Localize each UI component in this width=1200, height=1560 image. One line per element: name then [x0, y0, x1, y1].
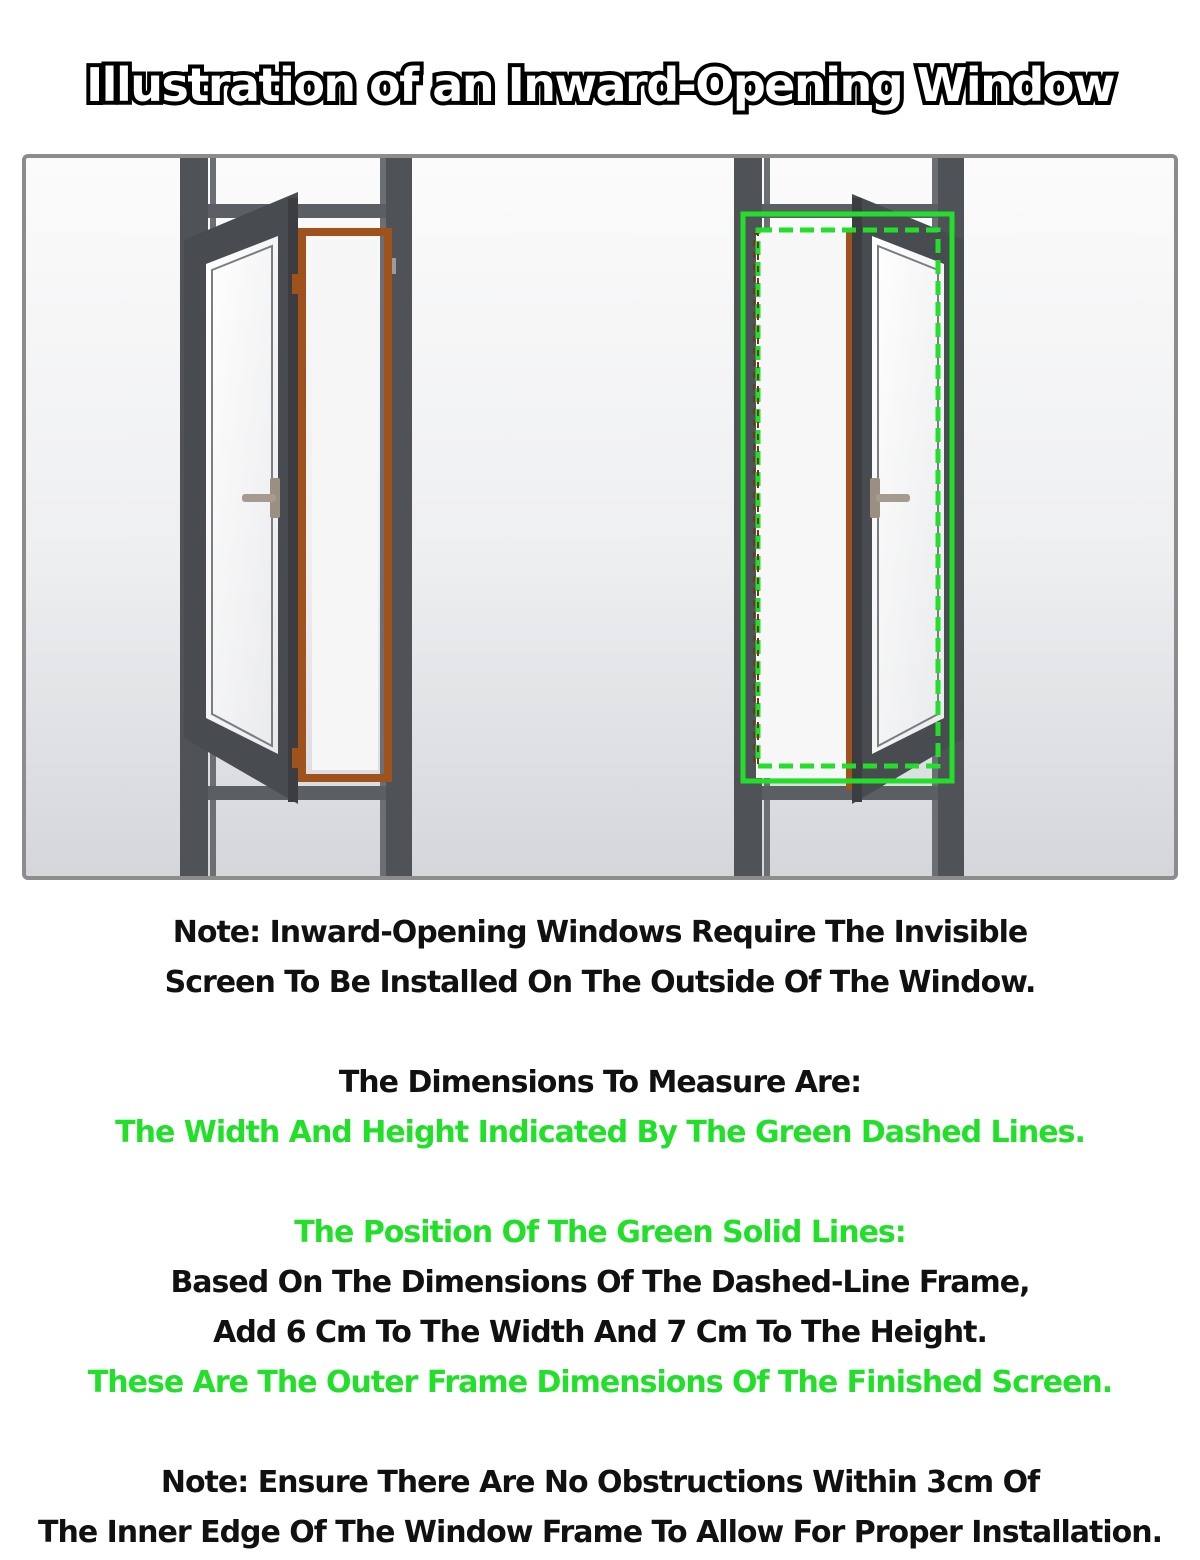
left-window: [180, 158, 412, 876]
window-illustration-panel: [22, 154, 1178, 880]
note1-line2: Screen To Be Installed On The Outside Of The Window.: [164, 965, 1036, 1000]
instructions-text: [0, 908, 1200, 1558]
measure-green-text: The Width And Height Indicated By The Green Dashed Lines.: [115, 1115, 1085, 1150]
window-illustration: [26, 158, 1174, 876]
measure-heading: The Dimensions To Measure Are:: [338, 1065, 862, 1100]
page-title: Illustration of an Inward-Opening Window: [86, 58, 1114, 112]
right-window: [734, 158, 964, 876]
note2-line1: Note: Ensure There Are No Obstructions Within 3cm Of: [160, 1465, 1040, 1500]
note2-line2: The Inner Edge Of The Window Frame To Allow For Proper Installation.: [38, 1515, 1162, 1550]
note1-line1: Note: Inward-Opening Windows Require The Invisible: [172, 915, 1028, 950]
solid-heading: The Position Of The Green Solid Lines:: [294, 1215, 906, 1250]
solid-green-text: These Are The Outer Frame Dimensions Of The Finished Screen.: [87, 1365, 1113, 1400]
solid-line2: Add 6 Cm To The Width And 7 Cm To The Height.: [213, 1315, 987, 1350]
solid-line1: Based On The Dimensions Of The Dashed-Line Frame,: [170, 1265, 1030, 1300]
